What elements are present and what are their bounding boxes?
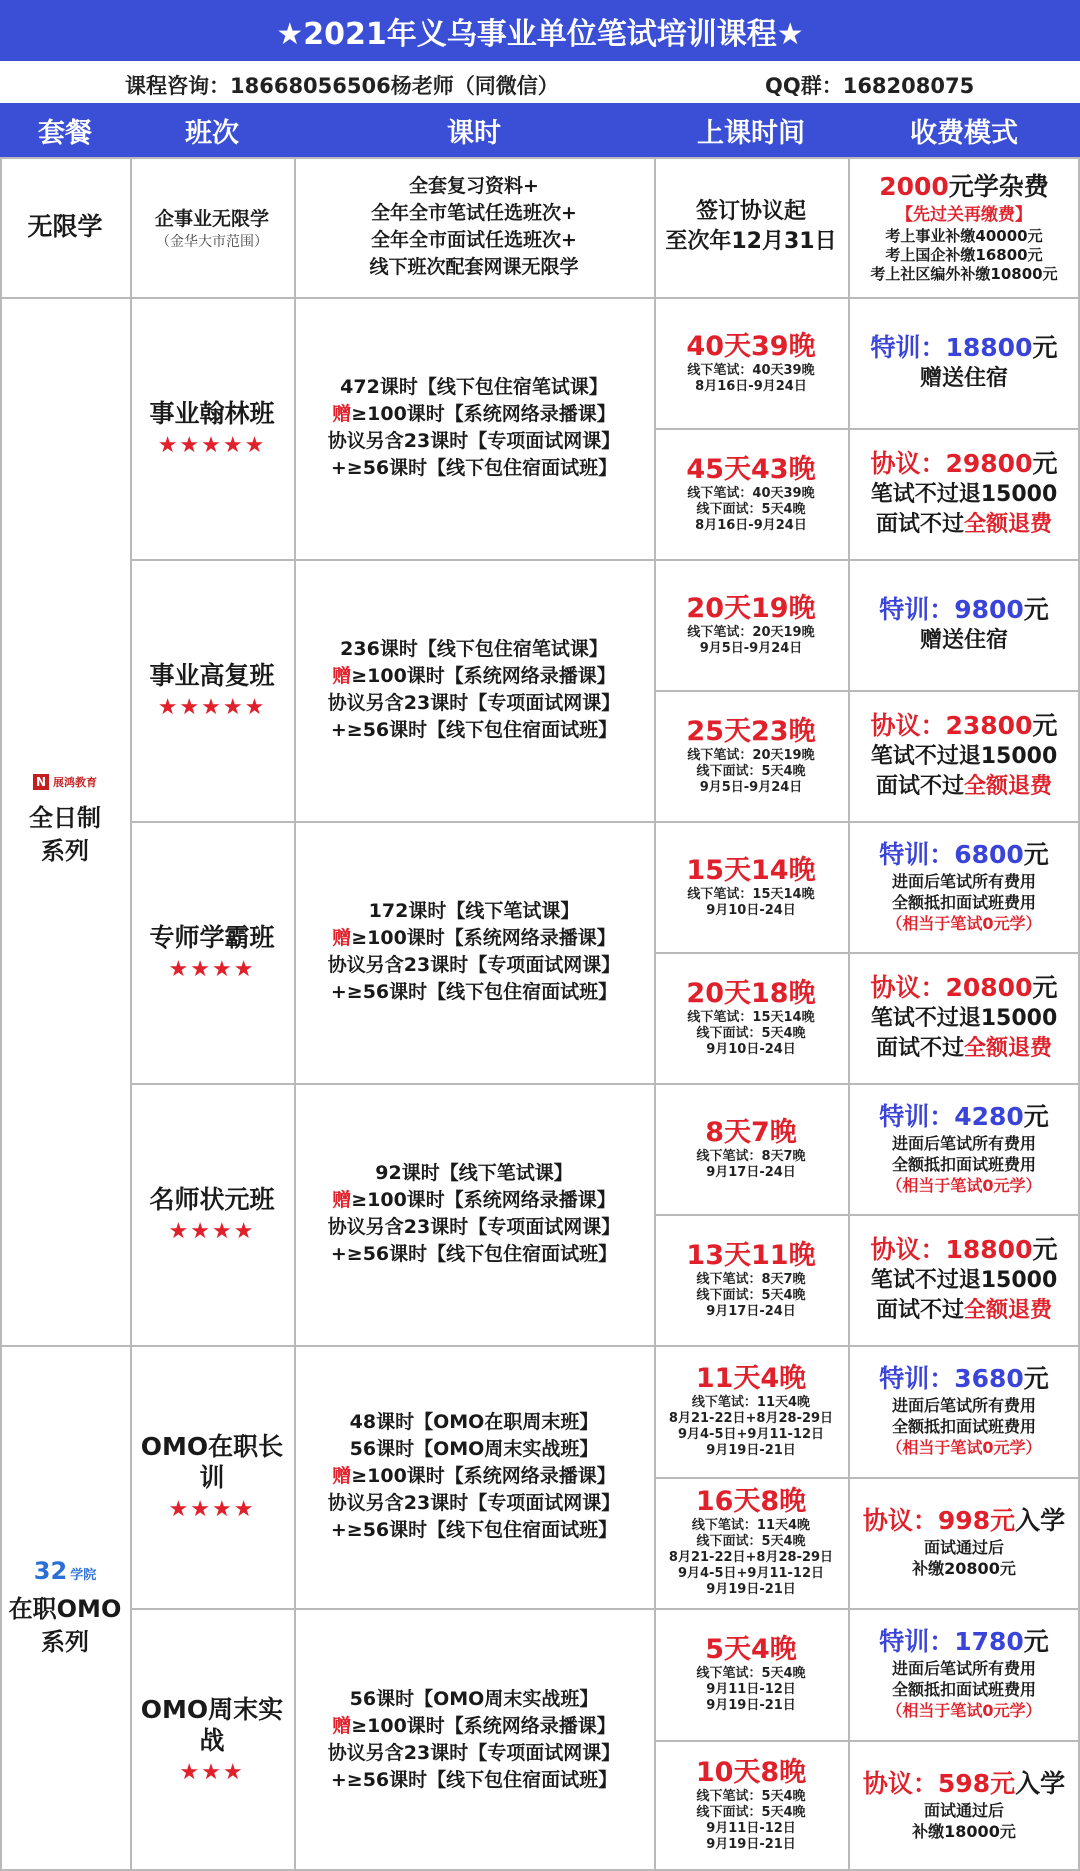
fee-unit: 元 — [1032, 1234, 1058, 1264]
grid-line — [294, 157, 296, 1869]
hours-line: 全年全市面试任选班次+ — [371, 229, 577, 251]
series-label: 在职OMO — [8, 1595, 122, 1623]
time-line: 至次年12月31日 — [665, 229, 837, 254]
zhanhong-logo — [33, 774, 97, 790]
time-cell — [654, 952, 848, 1083]
grid-line — [130, 559, 1080, 561]
logo-text: 学院 — [70, 1568, 97, 1583]
hours-text: 协议另含23课时【专项面试网课】 — [327, 1492, 621, 1514]
time-cell — [654, 690, 848, 821]
time-cell — [654, 1214, 848, 1345]
rating-stars: ★★★★ — [168, 1219, 256, 1245]
hours-text: ≥100课时【系统网络录播课】 — [351, 1465, 616, 1487]
hours-text: +≥56课时【线下包住宿面试班】 — [330, 981, 618, 1003]
fee-amount: 598元 — [937, 1769, 1016, 1799]
hours-line — [331, 1767, 617, 1794]
hours-unlimited — [294, 157, 654, 297]
rating-stars: ★★★★ — [168, 1497, 256, 1523]
hours-text: 48课时【OMO在职周末班】 — [349, 1411, 599, 1433]
time-cell — [654, 297, 848, 428]
fee-unit: 元 — [1032, 710, 1058, 740]
class-cell — [130, 297, 294, 559]
time-cell — [654, 1740, 848, 1871]
series-label: 系列 — [41, 1628, 89, 1656]
duration: 5天4晚 — [705, 1633, 797, 1665]
time-line: 签订协议起 — [695, 199, 806, 224]
hours-line — [332, 401, 616, 428]
fee-amount: 29800 — [945, 448, 1033, 478]
fee-line: 全额抵扣面试班费用 — [891, 1680, 1036, 1700]
grid-line — [0, 297, 1080, 299]
fee-label: 特训： — [879, 1102, 955, 1131]
fee-head — [863, 1505, 1065, 1537]
schedule-detail: 9月19日-21日 — [706, 1697, 796, 1713]
hours-text: ≥100课时【系统网络录播课】 — [351, 403, 616, 425]
hours-line — [331, 455, 617, 482]
hours-text: 236课时【线下包住宿笔试课】 — [340, 638, 608, 660]
grid-line — [654, 690, 1080, 692]
fee-refund-line — [876, 1034, 1052, 1064]
fee-unit: 元 — [1023, 1102, 1049, 1131]
fee-line: 进面后笔试所有费用 — [891, 1396, 1036, 1416]
contact-bar — [0, 61, 1080, 103]
fee-head — [879, 1363, 1049, 1395]
hours-line — [331, 1517, 617, 1544]
consult-phone: 课程咨询：18668056506杨老师（同微信） — [125, 74, 559, 98]
fee-amount: 2000 — [879, 171, 949, 201]
fee-refund-red: 全额退费 — [964, 1297, 1053, 1323]
duration: 10天8晚 — [695, 1757, 807, 1789]
fee-head — [879, 839, 1049, 871]
fee-note: 【先过关再缴费】 — [896, 204, 1032, 225]
time-cell — [654, 821, 848, 952]
schedule-detail: 9月5日-9月24日 — [699, 779, 803, 795]
schedule-detail: 线下笔试：8天7晚 — [696, 1148, 806, 1164]
hours-text: +≥56课时【线下包住宿面试班】 — [330, 457, 618, 479]
hours-line: 全套复习资料+ — [409, 175, 539, 197]
fee-line: 笔试不过退15000 — [870, 1267, 1058, 1293]
grid-line — [848, 157, 850, 1869]
fee-line: 补缴20800元 — [912, 1559, 1016, 1579]
class-cell — [130, 1345, 294, 1608]
fee-label: 协议： — [862, 1506, 938, 1536]
hours-line — [328, 1490, 620, 1517]
series-label: 全日制 — [29, 804, 101, 832]
schedule-detail: 线下笔试：20天19晚 — [687, 624, 815, 640]
hours-text: 协议另含23课时【专项面试网课】 — [327, 1741, 621, 1764]
hours-cell — [294, 1608, 654, 1871]
class-name: OMO周末实战 — [140, 1694, 284, 1755]
fee-cell — [848, 821, 1080, 952]
schedule-detail: 9月19日-21日 — [706, 1837, 796, 1853]
time-cell — [654, 1608, 848, 1740]
grid-line — [0, 157, 1080, 159]
schedule-detail: 线下笔试：20天19晚 — [687, 747, 815, 763]
package-fulltime — [0, 297, 130, 1345]
col-header-time: 上课时间 — [654, 103, 848, 157]
rating-stars: ★★★★ — [168, 957, 256, 983]
series-label: 系列 — [41, 837, 89, 865]
schedule-detail: 9月19日-21日 — [706, 1582, 796, 1598]
schedule-detail: 9月5日-9月24日 — [699, 640, 803, 656]
fee-head — [879, 1626, 1049, 1658]
fee-cell — [848, 952, 1080, 1083]
xueyuan-logo — [34, 1557, 96, 1585]
grid-line — [654, 1214, 1080, 1216]
logo-mark-icon: N — [33, 774, 49, 790]
fee-refund-line — [876, 510, 1052, 540]
fee-line: 笔试不过退15000 — [870, 1005, 1058, 1031]
fee-refund-red: 全额退费 — [964, 511, 1053, 537]
fee-cell — [848, 428, 1080, 559]
schedule-detail: 9月10日-24日 — [706, 1041, 796, 1057]
hours-text: ≥100课时【系统网络录播课】 — [351, 665, 616, 687]
duration: 25天23晚 — [686, 715, 816, 747]
schedule-detail: 9月11日-12日 — [706, 1821, 796, 1837]
schedule-detail: 线下笔试：15天14晚 — [687, 886, 815, 902]
schedule-detail: 线下笔试：11天4晚 — [691, 1394, 811, 1410]
fee-line: 补缴18000元 — [912, 1822, 1016, 1842]
col-header-hours: 课时 — [294, 103, 654, 157]
qq-group: QQ群：168208075 — [765, 74, 975, 98]
fee-line: 全额抵扣面试班费用 — [891, 893, 1036, 912]
hours-cell — [294, 297, 654, 559]
fee-amount: 18800 — [945, 1234, 1033, 1264]
fee-line: 考上社区编外补缴10800元 — [870, 264, 1058, 283]
hours-text: +≥56课时【线下包住宿面试班】 — [330, 719, 618, 741]
schedule-detail: 8月21-22日+8月28-29日 — [668, 1550, 834, 1566]
class-name: 企事业无限学 — [154, 207, 269, 230]
hours-line: 线下班次配套网课无限学 — [369, 256, 579, 278]
fee-refund-pre: 面试不过 — [875, 511, 964, 537]
hours-line — [328, 952, 620, 979]
fee-amount: 18800 — [945, 332, 1033, 362]
grid-line — [130, 1608, 1080, 1610]
hours-line — [350, 1436, 599, 1463]
fee-refund-line — [876, 772, 1052, 802]
package-omo — [0, 1345, 130, 1871]
fee-amount: 3680 — [954, 1364, 1024, 1394]
fee-label: 特训： — [879, 1627, 955, 1657]
fee-refund-line — [876, 1296, 1052, 1326]
fee-refund-pre: 面试不过 — [875, 773, 964, 799]
class-name: 事业高复班 — [149, 660, 275, 690]
class-name: 名师状元班 — [149, 1184, 275, 1214]
gift-label: 赠 — [332, 1465, 352, 1487]
fee-unit: 元学杂费 — [948, 171, 1049, 201]
time-cell — [654, 1477, 848, 1609]
class-note: （金华大市范围） — [156, 233, 268, 250]
hours-line — [331, 979, 617, 1006]
fee-label: 协议： — [870, 710, 946, 740]
fee-line: 笔试不过退15000 — [870, 743, 1058, 769]
fee-cell — [848, 297, 1080, 428]
hours-line: 全年全市笔试任选班次+ — [371, 202, 577, 224]
grid-line — [0, 157, 2, 1869]
class-cell — [130, 1083, 294, 1345]
hours-line — [328, 1740, 620, 1767]
schedule-detail: 线下笔试：5天4晚 — [696, 1789, 806, 1805]
hours-text: ≥100课时【系统网络录播课】 — [351, 1189, 616, 1211]
class-cell — [130, 821, 294, 1083]
schedule-detail: 线下笔试：11天4晚 — [691, 1518, 811, 1534]
fee-amount: 998元 — [937, 1506, 1016, 1536]
fee-label: 特训： — [879, 1364, 955, 1394]
hours-line — [328, 1214, 620, 1241]
fee-unlimited — [848, 157, 1080, 297]
duration: 11天4晚 — [695, 1362, 807, 1394]
fee-line: 进面后笔试所有费用 — [891, 872, 1036, 891]
gift-label: 赠 — [332, 1714, 352, 1737]
hours-line — [332, 1463, 616, 1490]
gift-label: 赠 — [332, 1189, 352, 1211]
duration: 16天8晚 — [695, 1486, 807, 1518]
rating-stars: ★★★★★ — [157, 695, 267, 721]
hours-text: ≥100课时【系统网络录播课】 — [351, 927, 616, 949]
grid-line — [130, 157, 132, 1869]
schedule-detail: 线下面试：5天4晚 — [696, 501, 806, 517]
hours-line — [340, 636, 608, 663]
fee-note: （相当于笔试0元学） — [886, 914, 1042, 933]
fee-cell — [848, 1477, 1080, 1609]
rating-stars: ★★★★★ — [157, 433, 267, 459]
fee-unit: 入学 — [1015, 1506, 1066, 1536]
hours-cell — [294, 1345, 654, 1608]
fee-cell — [848, 1345, 1080, 1477]
grid-line — [654, 952, 1080, 954]
fee-amount: 23800 — [945, 710, 1033, 740]
fee-cell — [848, 1214, 1080, 1345]
schedule-detail: 9月11日-12日 — [706, 1681, 796, 1697]
fee-label: 协议： — [862, 1769, 938, 1799]
rating-stars: ★★★ — [179, 1760, 245, 1786]
class-name: 专师学霸班 — [149, 922, 275, 952]
col-header-package: 套餐 — [0, 103, 130, 157]
col-header-fee: 收费模式 — [848, 103, 1080, 157]
fee-unit: 元 — [1023, 1364, 1049, 1394]
fee-cell — [848, 559, 1080, 690]
schedule-detail: 8月21-22日+8月28-29日 — [668, 1410, 834, 1426]
fee-head — [879, 594, 1049, 626]
hours-text: 92课时【线下笔试课】 — [375, 1162, 573, 1184]
grid-line — [654, 1477, 1080, 1479]
hours-cell — [294, 559, 654, 821]
logo-text: 展鸿教育 — [53, 776, 97, 789]
fee-amount: 20800 — [945, 972, 1033, 1002]
fee-line: 全额抵扣面试班费用 — [891, 1155, 1036, 1174]
class-cell — [130, 559, 294, 821]
grid-line — [0, 1345, 1080, 1347]
fee-amount: 6800 — [954, 840, 1024, 869]
time-cell — [654, 428, 848, 559]
hours-line — [369, 898, 580, 925]
fee-refund-red: 全额退费 — [964, 1035, 1053, 1061]
schedule-detail: 线下面试：5天4晚 — [696, 1534, 806, 1550]
fee-refund-pre: 面试不过 — [875, 1035, 964, 1061]
fee-label: 协议： — [870, 972, 946, 1002]
hours-text: +≥56课时【线下包住宿面试班】 — [330, 1519, 618, 1541]
fee-unit: 元 — [1032, 972, 1058, 1002]
hours-line — [350, 1686, 599, 1713]
fee-unit: 元 — [1023, 594, 1049, 624]
gift-label: 赠 — [332, 665, 352, 687]
hours-line — [350, 1409, 599, 1436]
hours-text: 472课时【线下包住宿笔试课】 — [340, 376, 608, 398]
fee-head — [870, 972, 1057, 1004]
fee-cell — [848, 1740, 1080, 1871]
fee-cell — [848, 1608, 1080, 1740]
fee-cell — [848, 690, 1080, 821]
schedule-detail: 线下笔试：40天39晚 — [687, 362, 815, 378]
class-name: OMO在职长训 — [140, 1431, 284, 1492]
fee-amount: 9800 — [954, 594, 1024, 624]
fee-head — [863, 1768, 1065, 1800]
fee-head — [870, 710, 1057, 742]
fee-line: 考上事业补缴40000元 — [885, 226, 1043, 245]
fee-cell — [848, 1083, 1080, 1214]
fee-note: （相当于笔试0元学） — [886, 1438, 1042, 1458]
hours-text: 172课时【线下笔试课】 — [368, 900, 580, 922]
schedule-detail: 线下面试：5天4晚 — [696, 1025, 806, 1041]
fee-label: 协议： — [870, 1234, 946, 1264]
grid-line — [130, 1083, 1080, 1085]
schedule-detail: 9月10日-24日 — [706, 902, 796, 918]
schedule-detail: 9月4-5日+9月11-12日 — [677, 1566, 825, 1582]
hours-text: 协议另含23课时【专项面试网课】 — [327, 954, 621, 976]
hours-text: +≥56课时【线下包住宿面试班】 — [330, 1768, 618, 1791]
fee-label: 协议： — [870, 448, 946, 478]
hours-line — [328, 428, 620, 455]
duration: 20天19晚 — [686, 592, 816, 624]
duration: 45天43晚 — [686, 453, 816, 485]
schedule-detail: 9月4-5日+9月11-12日 — [677, 1426, 825, 1442]
package-label: 无限学 — [27, 212, 103, 242]
fee-line: 面试通过后 — [923, 1801, 1004, 1821]
fee-line: 考上国企补缴16800元 — [885, 245, 1043, 264]
schedule-detail: 8月16日-9月24日 — [695, 517, 807, 533]
hours-cell — [294, 821, 654, 1083]
fee-line: 笔试不过退15000 — [870, 481, 1058, 507]
hours-line — [332, 1187, 616, 1214]
fee-unit: 元 — [1032, 332, 1058, 362]
fee-head — [879, 171, 1049, 203]
fee-head — [870, 448, 1057, 480]
hours-line — [340, 374, 608, 401]
fee-line: 进面后笔试所有费用 — [891, 1134, 1036, 1153]
fee-refund-pre: 面试不过 — [875, 1297, 964, 1323]
duration: 15天14晚 — [686, 854, 816, 886]
hours-text: 56课时【OMO周末实战班】 — [349, 1687, 599, 1710]
fee-label: 特训： — [879, 840, 955, 869]
time-unlimited — [654, 157, 848, 297]
col-header-class: 班次 — [130, 103, 294, 157]
fee-amount: 4280 — [954, 1102, 1024, 1131]
gift-label: 赠 — [332, 927, 352, 949]
package-unlimited — [0, 157, 130, 297]
fee-label: 特训： — [870, 332, 946, 362]
fee-head — [870, 332, 1057, 364]
gift-label: 赠 — [332, 403, 352, 425]
hours-text: 协议另含23课时【专项面试网课】 — [327, 692, 621, 714]
hours-line — [332, 663, 616, 690]
class-unlimited — [130, 157, 294, 297]
grid-line — [654, 1740, 1080, 1742]
fee-line: 进面后笔试所有费用 — [891, 1659, 1036, 1679]
fee-line: 面试通过后 — [923, 1538, 1004, 1558]
grid-line — [654, 157, 656, 1869]
hours-text: 协议另含23课时【专项面试网课】 — [327, 430, 621, 452]
hours-text: ≥100课时【系统网络录播课】 — [351, 1714, 616, 1737]
schedule-detail: 9月17日-24日 — [706, 1164, 796, 1180]
hours-text: +≥56课时【线下包住宿面试班】 — [330, 1243, 618, 1265]
page-title: ★2021年义乌事业单位笔试培训课程★ — [0, 0, 1080, 61]
logo-number: 32 — [33, 1557, 68, 1585]
fee-unit: 元 — [1023, 1627, 1049, 1657]
time-cell — [654, 1345, 848, 1477]
schedule-detail: 线下面试：5天4晚 — [696, 1805, 806, 1821]
grid-line — [130, 821, 1080, 823]
time-cell — [654, 559, 848, 690]
duration: 40天39晚 — [686, 330, 816, 362]
hours-text: 56课时【OMO周末实战班】 — [349, 1438, 599, 1460]
fee-note: （相当于笔试0元学） — [886, 1176, 1042, 1195]
hours-line — [375, 1160, 572, 1187]
fee-head — [879, 1101, 1049, 1133]
fee-line: 赠送住宿 — [919, 365, 1008, 391]
hours-line — [328, 690, 620, 717]
time-cell — [654, 1083, 848, 1214]
fee-amount: 1780 — [954, 1627, 1024, 1657]
fee-label: 特训： — [879, 594, 955, 624]
schedule-detail: 线下笔试：5天4晚 — [696, 1665, 806, 1681]
class-cell — [130, 1608, 294, 1871]
class-name: 事业翰林班 — [149, 398, 275, 428]
duration: 8天7晚 — [705, 1116, 797, 1148]
duration: 20天18晚 — [686, 977, 816, 1009]
schedule-detail: 线下面试：5天4晚 — [696, 1287, 806, 1303]
schedule-detail: 线下笔试：15天14晚 — [687, 1009, 815, 1025]
schedule-detail: 9月17日-24日 — [706, 1303, 796, 1319]
schedule-detail: 线下面试：5天4晚 — [696, 763, 806, 779]
fee-note: （相当于笔试0元学） — [886, 1701, 1042, 1721]
grid-line — [654, 428, 1080, 430]
fee-refund-red: 全额退费 — [964, 773, 1053, 799]
fee-head — [870, 1234, 1057, 1266]
hours-line — [331, 1241, 617, 1268]
hours-text: 协议另含23课时【专项面试网课】 — [327, 1216, 621, 1238]
fee-line: 全额抵扣面试班费用 — [891, 1417, 1036, 1437]
hours-line — [332, 925, 616, 952]
fee-unit: 元 — [1032, 448, 1058, 478]
schedule-detail: 8月16日-9月24日 — [695, 378, 807, 394]
fee-unit: 元 — [1023, 840, 1049, 869]
schedule-detail: 线下笔试：40天39晚 — [687, 485, 815, 501]
duration: 13天11晚 — [686, 1239, 816, 1271]
fee-unit: 入学 — [1015, 1769, 1066, 1799]
hours-line — [331, 717, 617, 744]
fee-line: 赠送住宿 — [919, 627, 1008, 653]
schedule-detail: 9月19日-21日 — [706, 1442, 796, 1458]
hours-line — [332, 1713, 616, 1740]
hours-cell — [294, 1083, 654, 1345]
schedule-detail: 线下笔试：8天7晚 — [696, 1271, 806, 1287]
